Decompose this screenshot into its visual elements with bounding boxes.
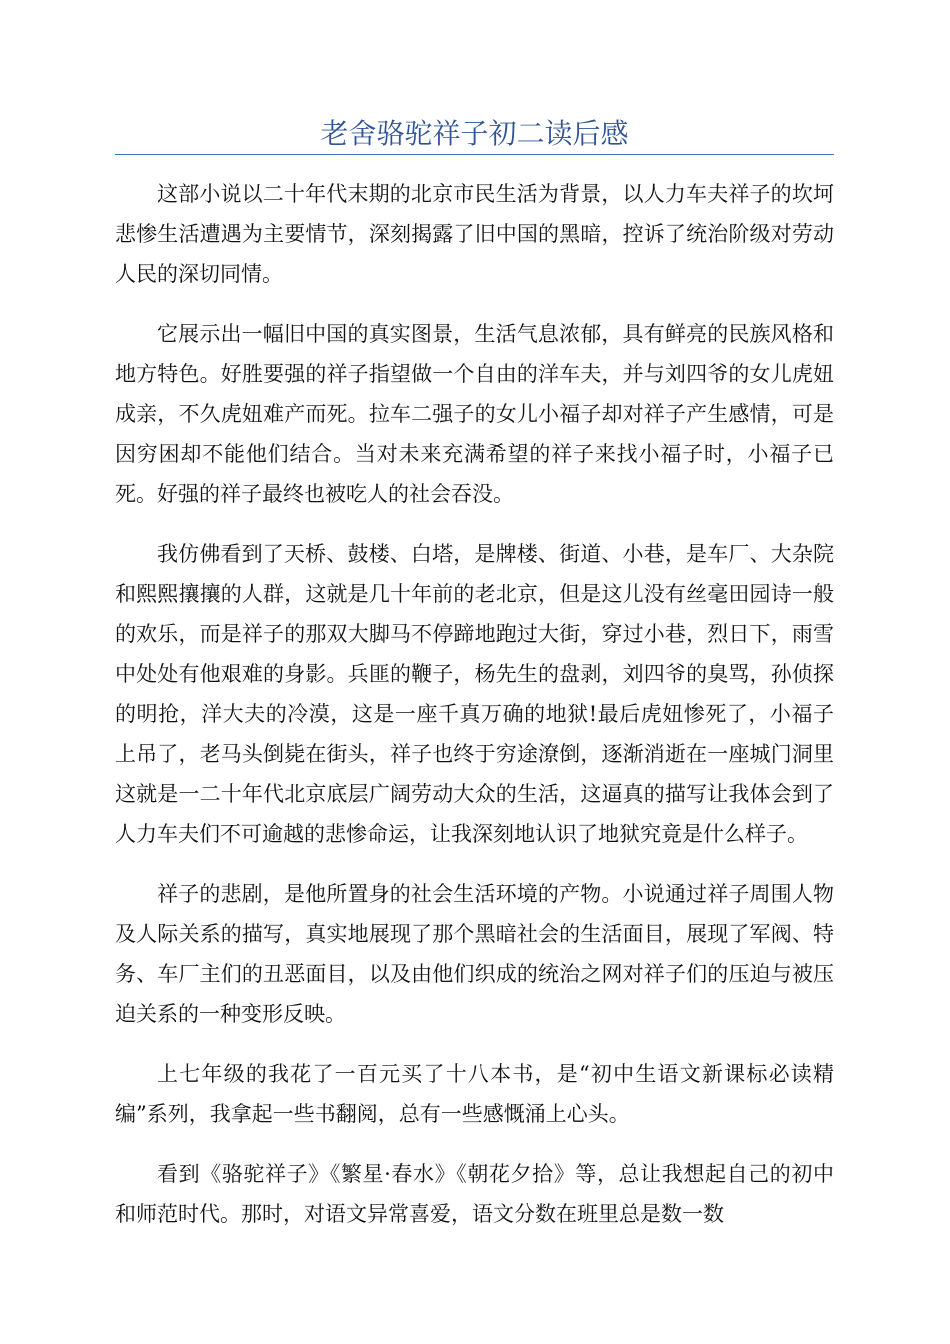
title-underline bbox=[115, 154, 834, 155]
document-title: 老舍骆驼祥子初二读后感 bbox=[320, 117, 629, 150]
paragraph-1: 这部小说以二十年代末期的北京市民生活为背景，以人力车夫祥子的坎坷悲惨生活遭遇为主要情节，深刻揭露了旧中国的黑暗，控诉了统治阶级对劳动人民的深切同情。 bbox=[115, 182, 834, 286]
paragraph-3: 我仿佛看到了天桥、鼓楼、白塔，是牌楼、街道、小巷，是车厂、大杂院和熙熙攘攘的人群，这就是几十年前的老北京，但是这儿没有丝毫田园诗一般的欢乐，而是祥子的那双大脚马不停蹄地跑过大街，穿过小巷，烈日下，雨雪中处处有他艰难的身影。兵匪的鞭子，杨先生的盘剥，刘四爷的臭骂，孙侦探的明抢，洋大夫的冷漠，这是一座千真万确的地狱!最后虎妞惨死了，小福子上吊了，老马头倒毙在街头，祥子也终于穷途潦倒，逐渐消逝在一座城门洞里这就是一二十年代北京底层广阔劳动大众的生活，这逼真的描写让我体会到了人力车夫们不可逾越的悲惨命运，让我深刻地认识了地狱究竟是什么样子。 bbox=[115, 542, 834, 846]
paragraph-4: 祥子的悲剧，是他所置身的社会生活环境的产物。小说通过祥子周围人物及人际关系的描写，真实地展现了那个黑暗社会的生活面目，展现了军阀、特务、车厂主们的丑恶面目，以及由他们织成的统治之网对祥子们的压迫与被压迫关系的一种变形反映。 bbox=[115, 882, 834, 1026]
document-body bbox=[115, 174, 834, 1254]
paragraph-2: 它展示出一幅旧中国的真实图景，生活气息浓郁，具有鲜亮的民族风格和地方特色。好胜要强的祥子指望做一个自由的洋车夫，并与刘四爷的女儿虎妞成亲，不久虎妞难产而死。拉车二强子的女儿小福子却对祥子产生感情，可是因穷困却不能他们结合。当对未来充满希望的祥子来找小福子时，小福子已死。好强的祥子最终也被吃人的社会吞没。 bbox=[115, 322, 834, 506]
paragraph-6: 看到《骆驼祥子》《繁星·春水》《朝花夕拾》等，总让我想起自己的初中和师范时代。那时，对语文异常喜爱，语文分数在班里总是数一数 bbox=[115, 1162, 834, 1226]
paragraph-5: 上七年级的我花了一百元买了十八本书，是“初中生语文新课标必读精编”系列，我拿起一些书翻阅，总有一些感慨涌上心头。 bbox=[115, 1062, 834, 1126]
